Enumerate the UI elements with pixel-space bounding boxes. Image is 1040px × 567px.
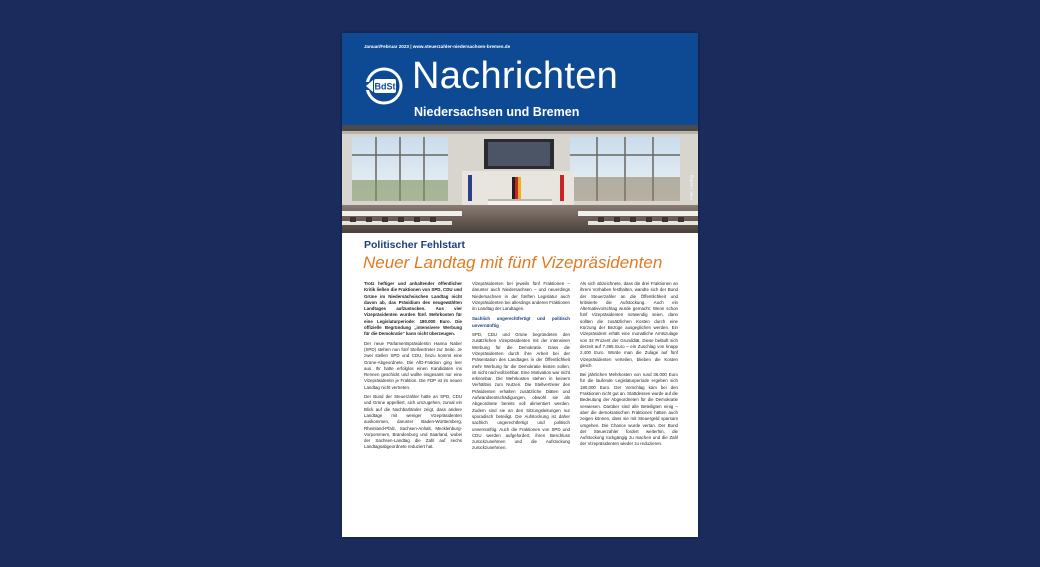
article-column-1 (364, 281, 462, 454)
magazine-subtitle: Niedersachsen und Bremen (414, 105, 580, 119)
masthead (342, 33, 698, 125)
article-lead: Trotz heftiger und anhaltender öffentlicher Kritik ließen die Fraktionen von SPD, CDU und Grüne im Niedersächsischen Landtag nicht davon ab, das Präsidium des neugewählten Landtages aufzustocken. Aus vier Vizepräsidenten wurden fünf. Mehrkosten für eine Legislaturperiode: 180.000 Euro. Die offizielle Begründung „intensivere Werbung für die Demokratie“ kann nicht überzeugen. (364, 281, 462, 337)
paragraph: Als sich abzeichnete, dass die drei Fraktionen an ihrem Vorhaben festhalten, wandte sich der Bund der Steuerzahler an die Öffentlichkeit und kritisierte die Aufstockung. Auch ein Alternativvorschlag wurde gemacht: Wenn schon fünf Vizepräsidenten notwendig seien, dann sollten die zusätzlichen Kosten durch eine Kürzung der Bezüge ausgeglichen werden. Ein Vizepräsident erhält eine monatliche Amtszulage von 32 Prozent der Grunddiät. Diese beläuft sich derzeit auf 7.365 Euro – ein Zuschlag von knapp 2.400 Euro. Würde man die Zulage auf fünf Vizepräsidenten verteilen, blieben die Kosten gleich. (580, 281, 678, 368)
article-subhead: Sachlich ungerechtfertigt und politisch unvernünftig (472, 316, 570, 328)
paragraph: Bei jährlichen Mehrkosten von rund 36.000 Euro für die laufende Legislaturperiode ergeben sich 180.000 Euro. Der Vorschlag kam bei den Fraktionen nicht gut an. Stattdessen wurde auf die Bedeutung der Abgeordneten für die Demokratie verwiesen. Darüber sind alle Beteiligten einig – aber die demokratischen Fraktionen hätten auch zeigen können, dass sie mit Steuergeld sparsam umgehen. Die Chance wurde vertan. Der Bund der Steuerzahler fordert weiterhin, die Aufstockung rückgängig zu machen und die Zahl der Vizepräsidenten wieder zu reduzieren. (580, 372, 678, 447)
logo-text: BdSt (374, 81, 396, 92)
article-headline: Neuer Landtag mit fünf Vizepräsidenten (363, 253, 663, 272)
photo-credit: Foto: Landtag (689, 175, 694, 200)
paragraph: Der neue Parlamentspräsidentin Hanna Naber (SPD) stehen nun fünf Stellvertreter zur Seite. Je zwei stellen SPD und CDU, hinzu kommt eine Grüne-Abgeordnete. Die AfD-Fraktion ging leer aus. Ihr hatte erfolglos einen Kandidaten ins Rennen geschickt und wollte insgesamt nur eine Vizepräsidentin je Fraktion. Die FDP ist im neuen Landtag nicht vertreten. (364, 340, 462, 390)
magazine-title: Nachrichten (412, 55, 619, 97)
article-column-2 (472, 281, 570, 455)
article-column-3 (580, 281, 678, 451)
paragraph: Der Bund der Steuerzahler hatte an SPD, CDU und Grüne appelliert, sich umzugehen, zumal ein Blick auf die Nachbarländer zeigt, dass andere Landtage mit weniger Vizepräsidenten auskommen, darunter Baden-Württemberg, Rheinland-Pfalz, Sachsen-Anhalt, Mecklenburg-Vorpommern, Brandenburg und Saarland, wobei der Sachsen-Landtag die Zahl auf sechs Landtagsabgeordnete reduziert hat. (364, 394, 462, 450)
paragraph: Vizepräsidenten bei jeweils fünf Fraktionen – darunter auch Niedersachsen – und neuerdings Niedersachsen in der fünften Legislatur auch Vizepräsidenten bei allerdings anderen Fraktionen im Landtag der Landtagen. (472, 281, 570, 312)
dateline: Januar/Februar 2023 | www.steuerzahler-niedersachsen-bremen.de (364, 44, 511, 49)
plenary-hall-photo (342, 125, 698, 233)
paragraph: SPD, CDU und Grüne begründeten den zusätzlichen Vizepräsidenten mit der intensiven Werbung für die Demokratie. Dass die Vizepräsidenten durch ihre Arbeit bei der Präsentation des Landtages in der Öffentlichkeit mehr Werbung für die Demokratie leisten sollen, ist nicht nachvollziehbar. Eine Motivation war nicht erkennbar. Die Mehrkosten stehen in keinem Verhältnis zum Nutzen. Die Stellvertreter des Präsidenten erhalten zusätzliche Diäten und Aufwandsentschädigungen, obwohl sie als Abgeordnete bereits voll alimentiert werden. Zudem sind sie an den Sitzungsleitungen nur sporadisch beteiligt. Die Aufstockung ist daher sachlich ungerechtfertigt und politisch unvernünftig. Auch die Fraktionen von SPD und CDU werden aufgefordert, ihren Beschluss zurückzunehmen und die Aufstockung zurückzunehmen. (472, 332, 570, 451)
magazine-page (342, 33, 698, 537)
article-kicker: Politischer Fehlstart (364, 239, 465, 251)
bdst-logo (364, 66, 404, 106)
